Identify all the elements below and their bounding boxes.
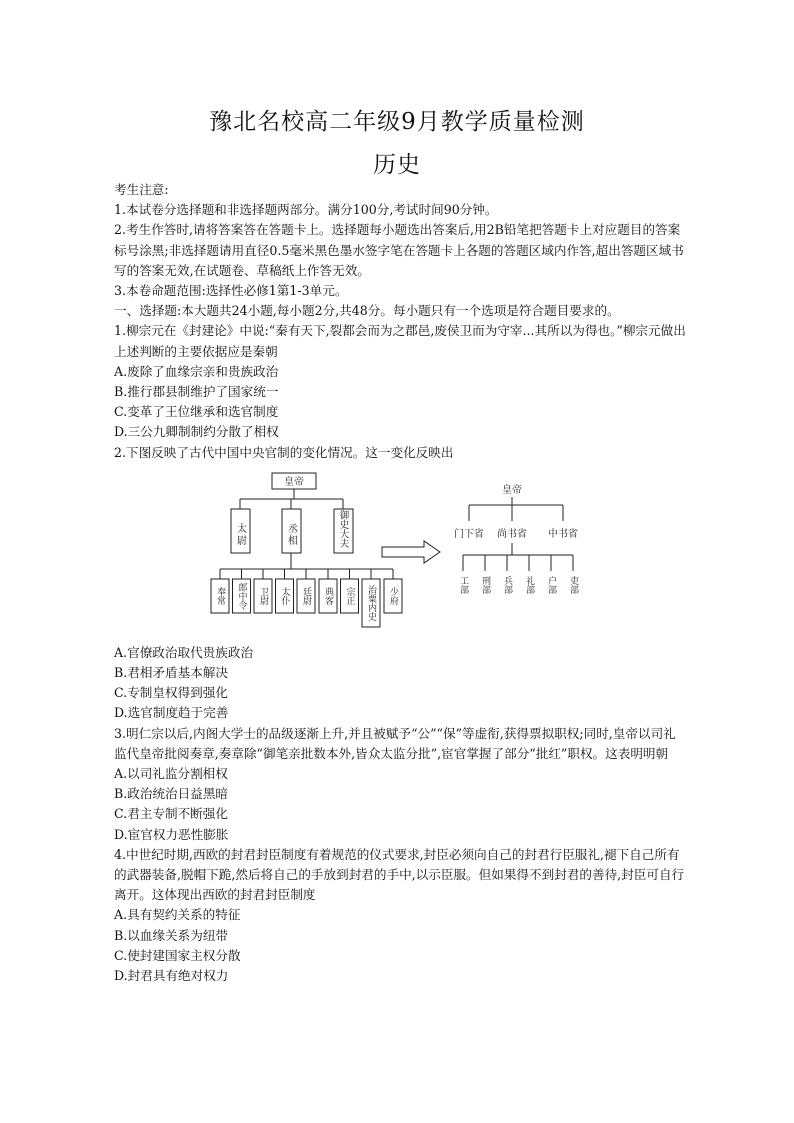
question-stem: 1.柳宗元在《封建论》中说:“秦有天下,裂都会而为之郡邑,废侯卫而为守宰...其所以为得也。”柳宗元做出上述判断的主要依据应是秦朝	[114, 323, 686, 359]
option-a: A.以司礼监分割相权	[114, 766, 228, 782]
jiuqing-label: 奉常	[215, 586, 225, 605]
sangong-label: 太尉	[234, 522, 246, 547]
option-c: C.君主专制不断强化	[114, 806, 228, 822]
notice-heading: 考生注意:	[114, 182, 169, 197]
jiuqing-label: 太仆	[279, 586, 290, 605]
option-d: D.选官制度趋于完善	[114, 705, 229, 721]
sansheng-label: 门下省	[454, 528, 484, 540]
jiuqing-label: 宗正	[344, 586, 355, 605]
section-heading: 一、选择题:本大题共24小题,每小题2分,共48分。每小题只有一个选项是符合题目要求的。	[114, 303, 620, 319]
liubu-label: 刑部	[480, 575, 490, 594]
exam-content	[114, 180, 686, 986]
liubu-label: 兵部	[502, 575, 512, 594]
option-d: D.宦官权力恶性膨胀	[114, 826, 229, 842]
left-emperor-label: 皇帝	[284, 476, 304, 488]
sangong-label: 御史大夫	[337, 509, 349, 548]
notice-item: 1.本试卷分选择题和非选择题两部分。满分100分,考试时间90分钟。	[114, 202, 498, 218]
option-a: A.废除了血缘宗亲和贵族政治	[114, 363, 279, 379]
official-system-diagram	[114, 471, 686, 633]
notice-item: 3.本卷命题范围:选择性必修1第1-3单元。	[114, 283, 348, 299]
sangong-label: 丞相	[285, 522, 297, 547]
jiuqing-label: 卫尉	[258, 586, 268, 605]
jiuqing-label: 廷尉	[301, 586, 311, 605]
option-d: D.封君具有绝对权力	[114, 968, 229, 984]
option-c: C.专制皇权得到强化	[114, 685, 228, 701]
question-stem: 4.中世纪时期,西欧的封君封臣制度有着规范的仪式要求,封臣必须向自己的封君行臣服礼,褪下自己所有的武器装备,脱帽下跪,然后将自己的手放到封君的手中,以示臣服。但如果得不到封君的善待,封臣可自行离开。这体现出西欧的封君封臣制度	[114, 846, 685, 903]
right-emperor-label: 皇帝	[502, 484, 522, 496]
liubu-label: 礼部	[524, 575, 534, 594]
exam-title: 豫北名校高二年级9月教学质量检测	[209, 109, 585, 135]
option-b: B.推行郡县制维护了国家统一	[114, 384, 279, 400]
liubu-label: 户部	[546, 575, 556, 594]
sansheng-label: 尚书省	[497, 528, 527, 540]
option-b: B.君相矛盾基本解决	[114, 665, 229, 681]
liubu-label: 吏部	[568, 575, 578, 594]
jiuqing-label: 少府	[388, 586, 398, 605]
question-stem: 3.明仁宗以后,内阁大学士的品级逐渐上升,并且被赋予“公”“保”等虚衔,获得票拟职权;同时,皇帝以司礼监代皇帝批阅奏章,奏章除“御笔亲批数本外,皆众太监分批”,宦官掌握了部分“批红”职权。这表明明朝	[114, 725, 676, 761]
jiuqing-label: 治粟内史	[366, 584, 376, 621]
jiuqing-label: 典客	[323, 586, 333, 605]
question-stem: 2.下图反映了古代中国中央官制的变化情况。这一变化反映出	[114, 444, 454, 460]
sansheng-label: 中书省	[548, 528, 578, 540]
option-d: D.三公九卿制制约分散了相权	[114, 424, 279, 440]
option-b: B.以血缘关系为纽带	[114, 927, 229, 943]
jiuqing-label: 郎中令	[236, 582, 247, 610]
option-a: A.官僚政治取代贵族政治	[114, 644, 254, 660]
option-a: A.具有契约关系的特征	[114, 907, 241, 923]
exam-subject: 历史	[373, 152, 421, 178]
option-c: C.变革了王位继承和选官制度	[114, 404, 279, 420]
notice-item: 2.考生作答时,请将答案答在答题卡上。选择题每小题选出答案后,用2B铅笔把答题卡上对应题目的答案标号涂黑;非选择题请用直径0.5毫米黑色墨水签字笔在答题卡上各题的答题区域内作答,超出答题区域书写的答案无效,在试题卷、草稿纸上作答无效。	[114, 222, 684, 278]
liubu-label: 工部	[458, 575, 468, 594]
option-c: C.使封建国家主权分散	[114, 947, 241, 963]
option-b: B.政治统治日益黑暗	[114, 786, 229, 802]
